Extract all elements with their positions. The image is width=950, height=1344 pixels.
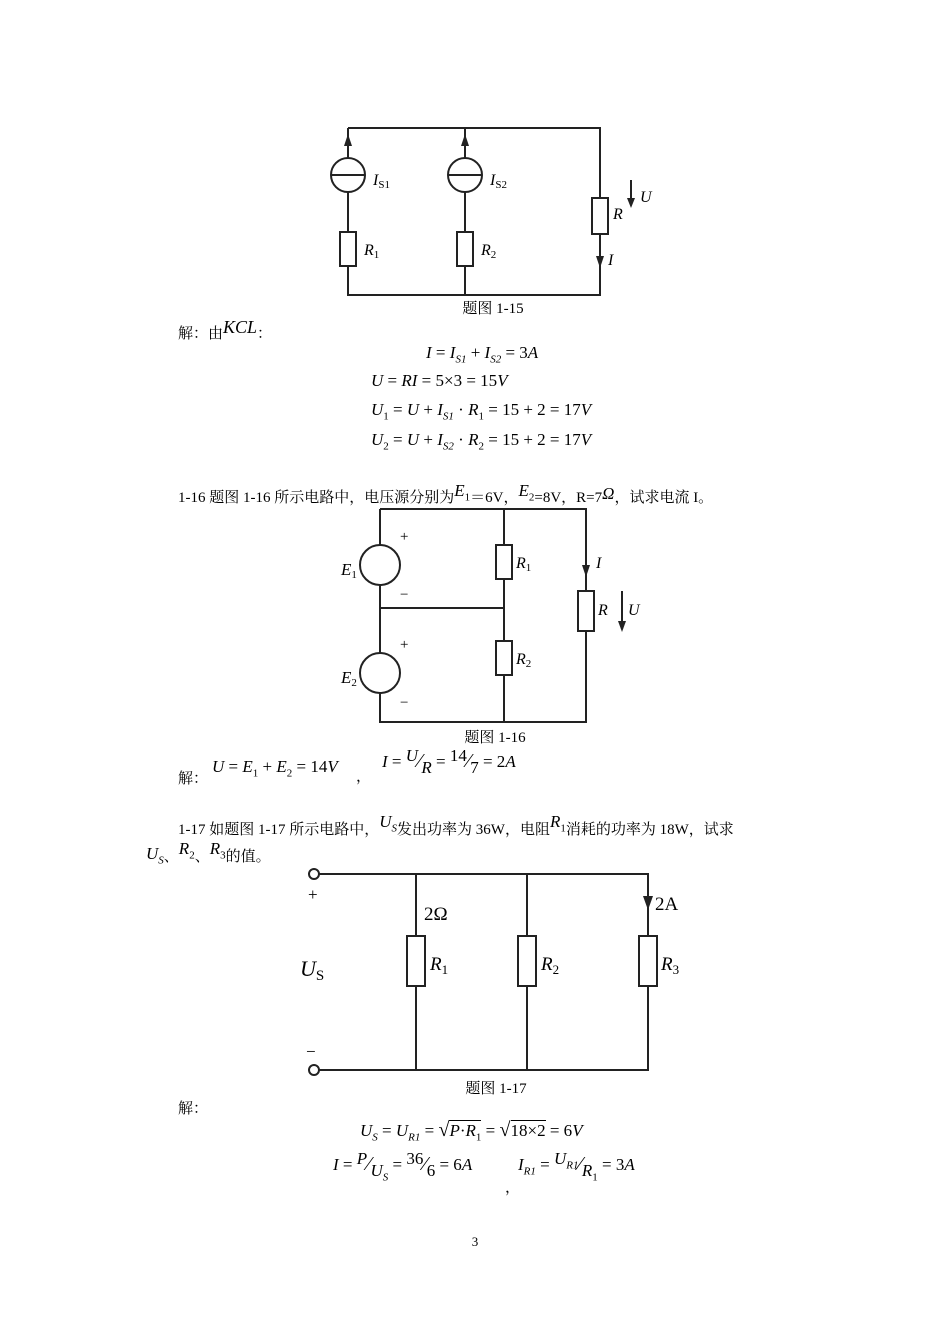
equation-1-15-u1: $U_1 = U + I_{S1} \cdot R_1 = 15 + 2 = 17V$	[371, 400, 592, 423]
label-r: R	[613, 206, 623, 223]
separator-comma: ，	[505, 1180, 521, 1196]
terminal-bottom	[309, 1065, 319, 1075]
minus-sign: −	[400, 587, 409, 603]
solution-intro-1-17: 解：	[178, 1101, 209, 1117]
label-current-2a: 2A	[655, 894, 679, 915]
equation-1-17-current: $I = P⁄U_S$ = 36⁄6 = 6A	[333, 1149, 473, 1184]
solution-intro-1-16: 解：	[178, 771, 209, 787]
solution-intro-1-15: 解：由KCL：	[178, 317, 273, 342]
circuit-figure-1-17	[298, 862, 694, 1080]
terminal-top	[309, 869, 319, 879]
label-r2: $R_2$	[541, 954, 560, 977]
minus-sign: −	[400, 695, 409, 711]
separator-comma: ，	[356, 769, 372, 785]
label-u: U	[628, 602, 640, 619]
problem-text-1-17: 1-17 如题图 1-17 所示电路中，$U_S$发出功率为 36W，电阻$R_1$消耗的功率为 18W，试求	[178, 812, 734, 838]
equation-1-17-voltage: $U_S = U_{R1} = √P\cdot R_1 = √18\times 2 = 6V$	[360, 1119, 583, 1144]
problem-text-1-17-line2: $U_S$、$R_2$、$R_3$的值。	[146, 839, 271, 867]
plus-sign: +	[308, 885, 318, 904]
arrow-icon	[461, 134, 469, 146]
arrow-icon	[582, 565, 590, 577]
voltage-source-e2	[360, 653, 400, 693]
minus-sign: −	[306, 1042, 316, 1061]
label-e2: E2	[341, 668, 357, 689]
plus-sign: +	[400, 529, 409, 545]
page-number: 3	[471, 1234, 479, 1249]
wire	[380, 509, 586, 722]
label-i: I	[608, 252, 614, 269]
wire	[348, 128, 600, 295]
figure-caption-1-16: 题图 1-16	[464, 730, 526, 746]
label-r: R	[598, 602, 608, 619]
resistor-r1	[340, 232, 356, 266]
arrow-icon	[596, 256, 604, 268]
label-is2: IS2	[490, 172, 507, 191]
label-i: I	[596, 555, 602, 572]
figure-caption-1-15: 题图 1-15	[462, 301, 524, 317]
arrow-icon	[627, 198, 635, 208]
resistor-r2	[496, 641, 512, 675]
resistor-r	[592, 198, 608, 234]
equation-1-16-voltage: $U = E_1 + E_2 = 14V$	[212, 757, 338, 780]
equation-1-17-ir1: $I_{R1}$ = $U_{R1}⁄R_1 = 3A$	[518, 1149, 635, 1184]
resistor-r2	[457, 232, 473, 266]
label-r1: R1	[516, 555, 532, 574]
equation-1-15-current: $I = I_{S1} + I_{S2} = 3A$	[426, 343, 539, 366]
arrow-icon	[344, 134, 352, 146]
resistor-r2	[518, 936, 536, 986]
label-r2: R2	[516, 651, 532, 670]
label-is1: IS1	[373, 172, 390, 191]
label-u: U	[640, 189, 652, 206]
equation-1-16-current: I = U⁄R = 14⁄7 = 2A	[382, 746, 516, 777]
wire	[319, 874, 648, 936]
figure-caption-1-17: 题图 1-17	[465, 1081, 527, 1097]
wire	[319, 986, 648, 1070]
label-r1-value: 2Ω	[424, 904, 448, 925]
circuit-figure-1-15	[318, 118, 668, 303]
resistor-r3	[639, 936, 657, 986]
voltage-source-e1	[360, 545, 400, 585]
label-r1: $R_1$	[430, 954, 449, 977]
arrow-icon	[643, 896, 653, 910]
problem-text-1-16: 1-16 题图 1-16 所示电路中，电压源分别为$E_1=6V$，$E_2=8V$，R=7Ω，试求电流 I。	[178, 481, 714, 506]
equation-1-15-voltage: U = RI = 5×3 = 15V	[371, 371, 508, 390]
label-e1: E1	[341, 560, 357, 581]
label-r3: $R_3$	[661, 954, 680, 977]
circuit-figure-1-16	[330, 503, 660, 728]
resistor-r1	[496, 545, 512, 579]
equation-1-15-u2: $U_2 = U + I_{S2} \cdot R_2 = 15 + 2 = 17V$	[371, 430, 592, 453]
label-r2: R2	[481, 242, 497, 261]
arrow-icon	[618, 621, 626, 632]
label-r1: R1	[364, 242, 380, 261]
resistor-r	[578, 591, 594, 631]
label-us: US	[300, 956, 325, 984]
resistor-r1	[407, 936, 425, 986]
plus-sign: +	[400, 637, 409, 653]
